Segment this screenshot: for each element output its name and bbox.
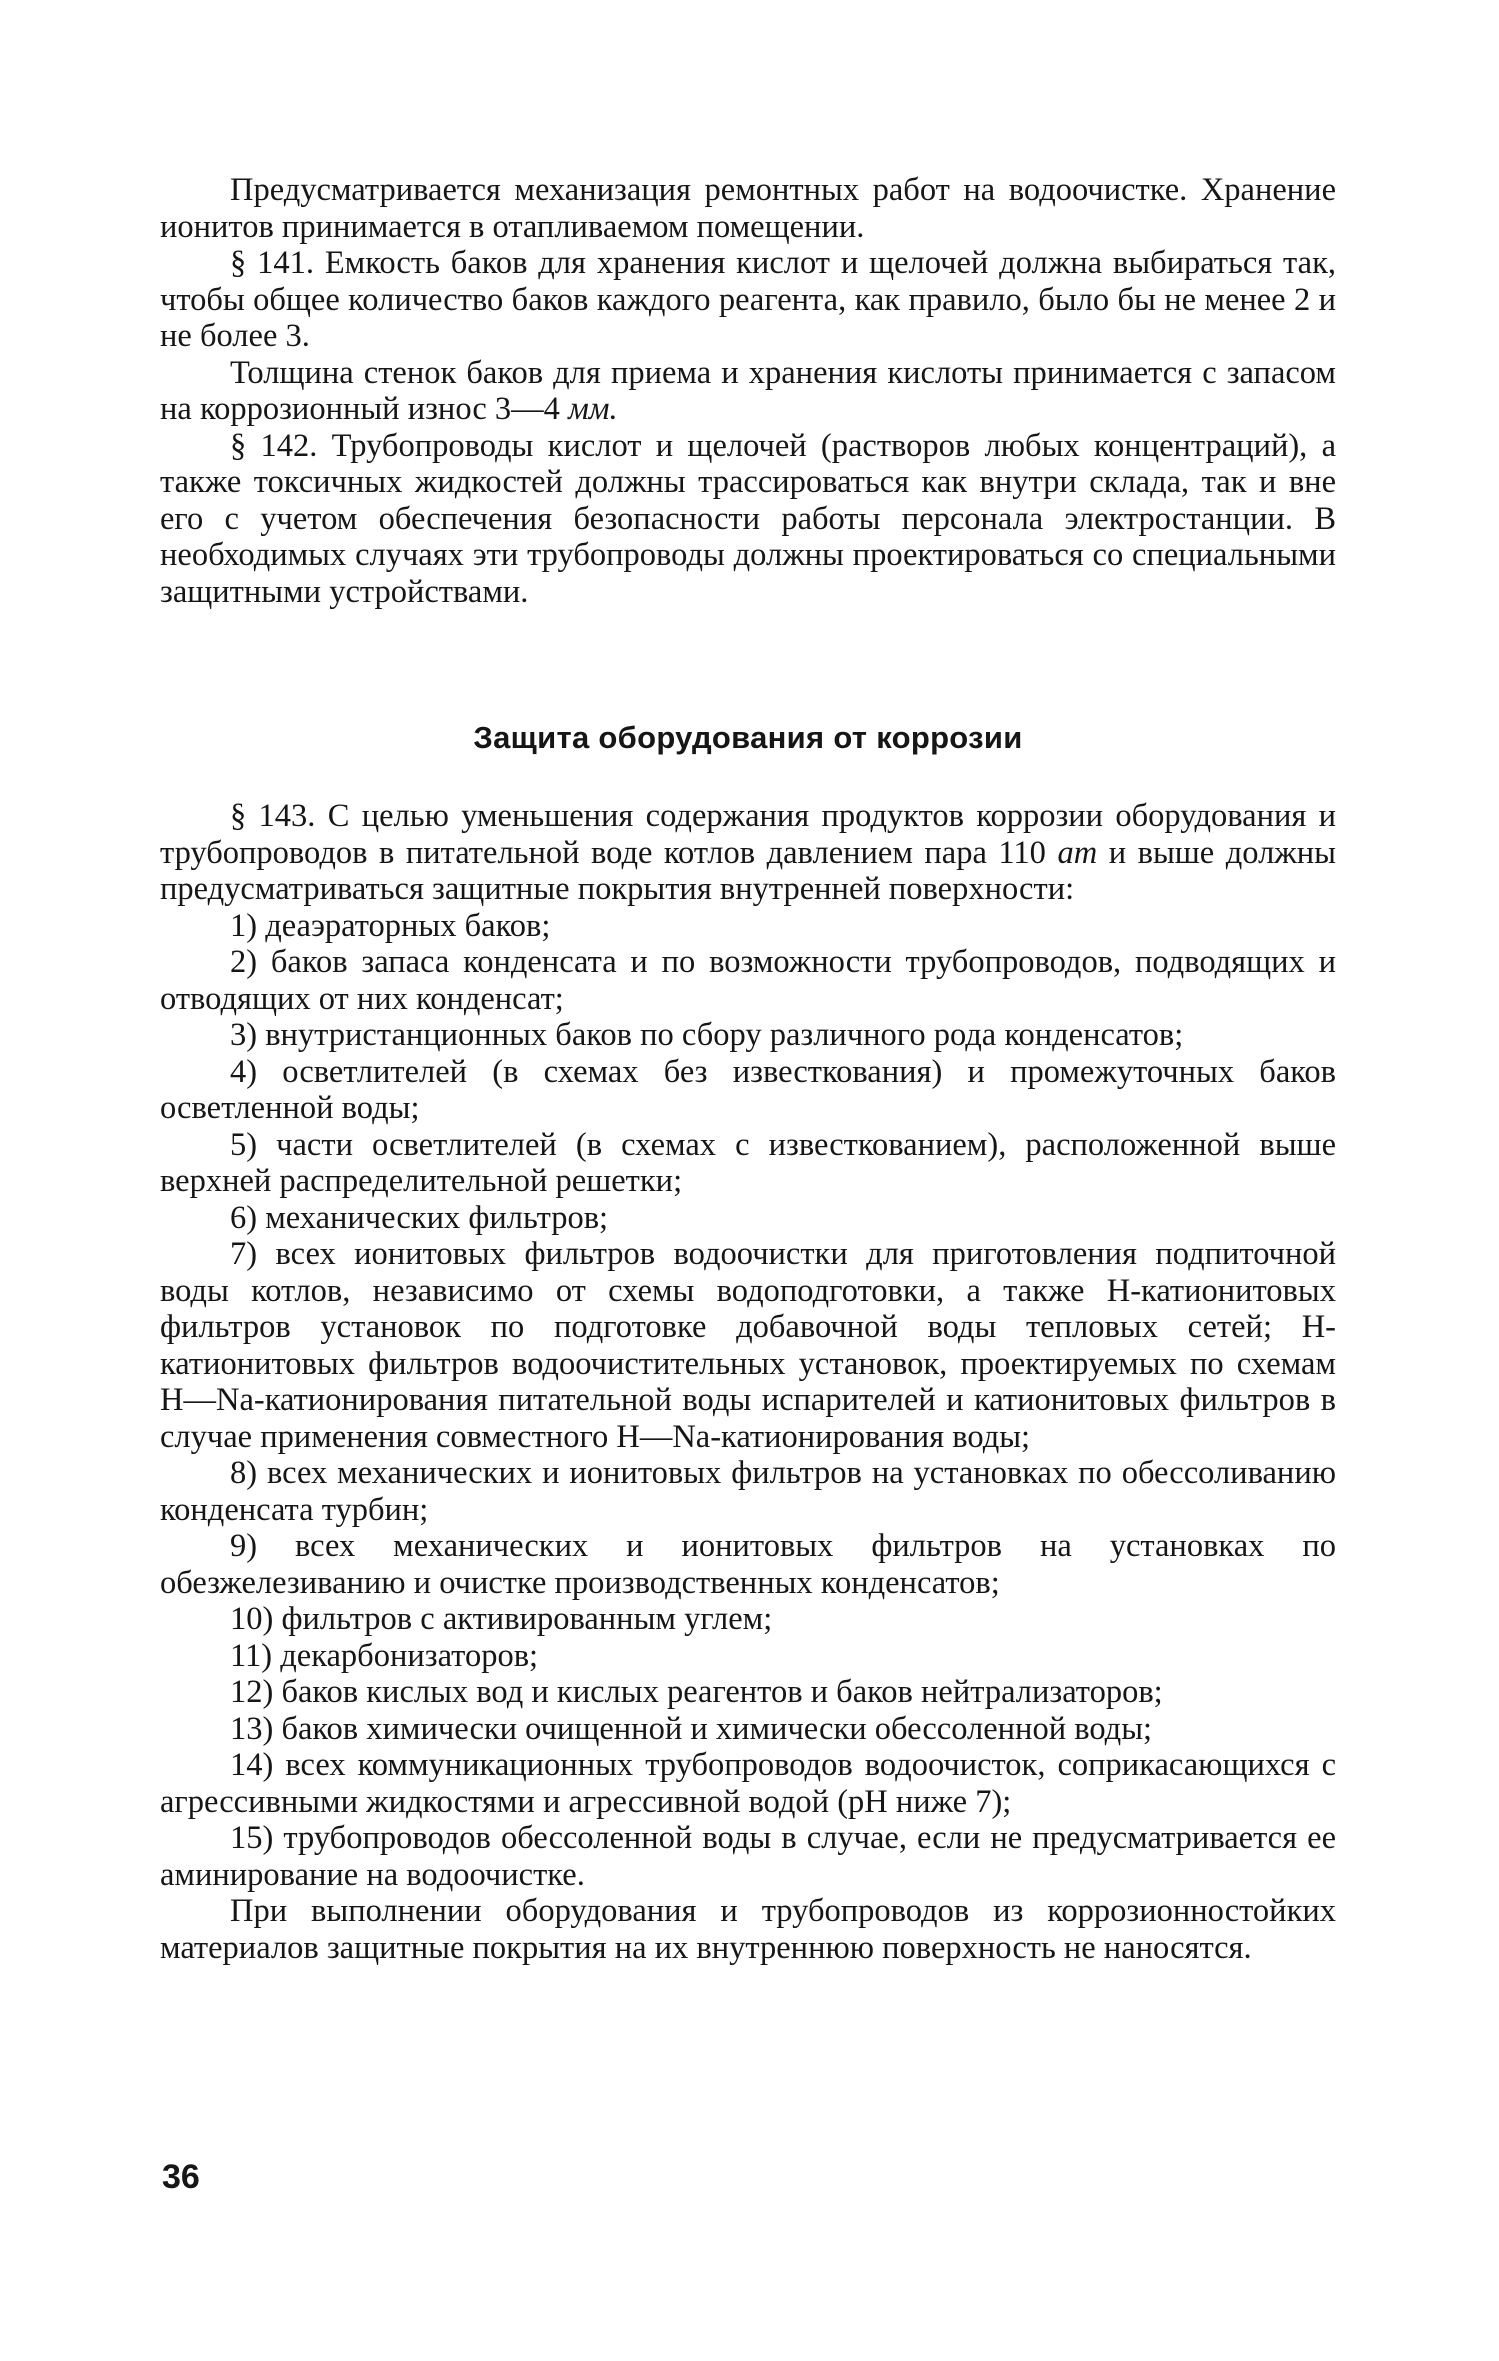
paragraph-143-text-a: § 143. С целью уменьшения содержания продуктов коррозии оборудования и трубопроводов в питательной воде котлов давлением пара 110: [160, 798, 1336, 871]
unit-at: ат: [1057, 834, 1098, 871]
paragraph-closing: При выполнении оборудования и трубопроводов из коррозионностойких материалов защитные покрытия на их внутреннюю поверхность не наносятся.: [160, 1893, 1336, 1966]
list-item: 14) всех коммуникационных трубопроводов водоочисток, соприкасающихся с агрессивными жидкостями и агрессивной водой (рН ниже 7);: [160, 1747, 1336, 1820]
list-item: 3) внутристанционных баков по сбору различного рода конденсатов;: [230, 1017, 1184, 1053]
paragraph-141: § 141. Емкость баков для хранения кислот и щелочей должна выбираться так, чтобы общее количество баков каждого реагента, как правило, было бы не менее 2 и не более 3.: [160, 245, 1336, 354]
list-item: 13) баков химически очищенной и химически обессоленной воды;: [230, 1710, 1153, 1747]
text-block-corrosion: [160, 798, 1336, 1966]
list-item: 11) декарбонизаторов;: [230, 1637, 539, 1674]
paragraph-143-text-b: и выше должны предусматриваться защитные покрытия внутренней поверхности:: [160, 834, 1336, 907]
page-number: 36: [162, 2158, 200, 2196]
paragraph-143: [160, 798, 1336, 908]
paragraph-water-treatment: Предусматривается механизация ремонтных работ на водоочистке. Хранение ионитов принимается в отапливаемом помещении.: [160, 172, 1336, 245]
list-item: 15) трубопроводов обессоленной воды в случае, если не предусматривается ее аминирование на водоочистке.: [160, 1820, 1336, 1893]
list-item: 12) баков кислых вод и кислых реагентов и баков нейтрализаторов;: [230, 1674, 1163, 1710]
wall-thickness-text: Толщина стенок баков для приема и хранения кислоты принимается с запасом на коррозионный износ 3—4: [160, 354, 1336, 427]
unit-mm: мм.: [568, 391, 618, 427]
list-item: 2) баков запаса конденсата и по возможности трубопроводов, подводящих и отводящих от них конденсат;: [160, 944, 1336, 1017]
section-heading: Защита оборудования от коррозии: [473, 720, 1023, 755]
list-item: 8) всех механических и ионитовых фильтров на установках по обессоливанию конденсата турбин;: [160, 1455, 1336, 1528]
list-item: 1) деаэраторных баков;: [230, 907, 551, 944]
list-item: 7) всех ионитовых фильтров водоочистки для приготовления подпиточной воды котлов, независимо от схемы водоподготовки, а также Н-катионитовых фильтров установок по подготовке добавочной воды тепловых сетей; Н-катионитовых фильтров водоочистительных установок, проектируемых по схемам Н—Na-катионирования питательной воды испарителей и катионитовых фильтров в случае применения совместного Н—Na-катионирования воды;: [160, 1236, 1336, 1455]
list-item: 9) всех механических и ионитовых фильтров на установках по обезжелезиванию и очистке производственных конденсатов;: [160, 1528, 1336, 1601]
paragraph-142: § 142. Трубопроводы кислот и щелочей (растворов любых концентраций), а также токсичных жидкостей должны трассироваться как внутри склада, так и вне его с учетом обеспечения безопасности работы персонала электростанции. В необходимых случаях эти трубопроводы должны проектироваться со специальными защитными устройствами.: [160, 427, 1336, 610]
list-item: 4) осветлителей (в схемах без известкования) и промежуточных баков осветленной воды;: [160, 1053, 1336, 1126]
paragraph-wall-thickness: [160, 355, 1336, 428]
text-block-top: [160, 172, 1336, 610]
list-item: 6) механических фильтров;: [230, 1199, 609, 1236]
list-item: 5) части осветлителей (в схемах с известкованием), расположенной выше верхней распределительной решетки;: [160, 1126, 1336, 1199]
list-item: 10) фильтров с активированным углем;: [230, 1601, 773, 1637]
